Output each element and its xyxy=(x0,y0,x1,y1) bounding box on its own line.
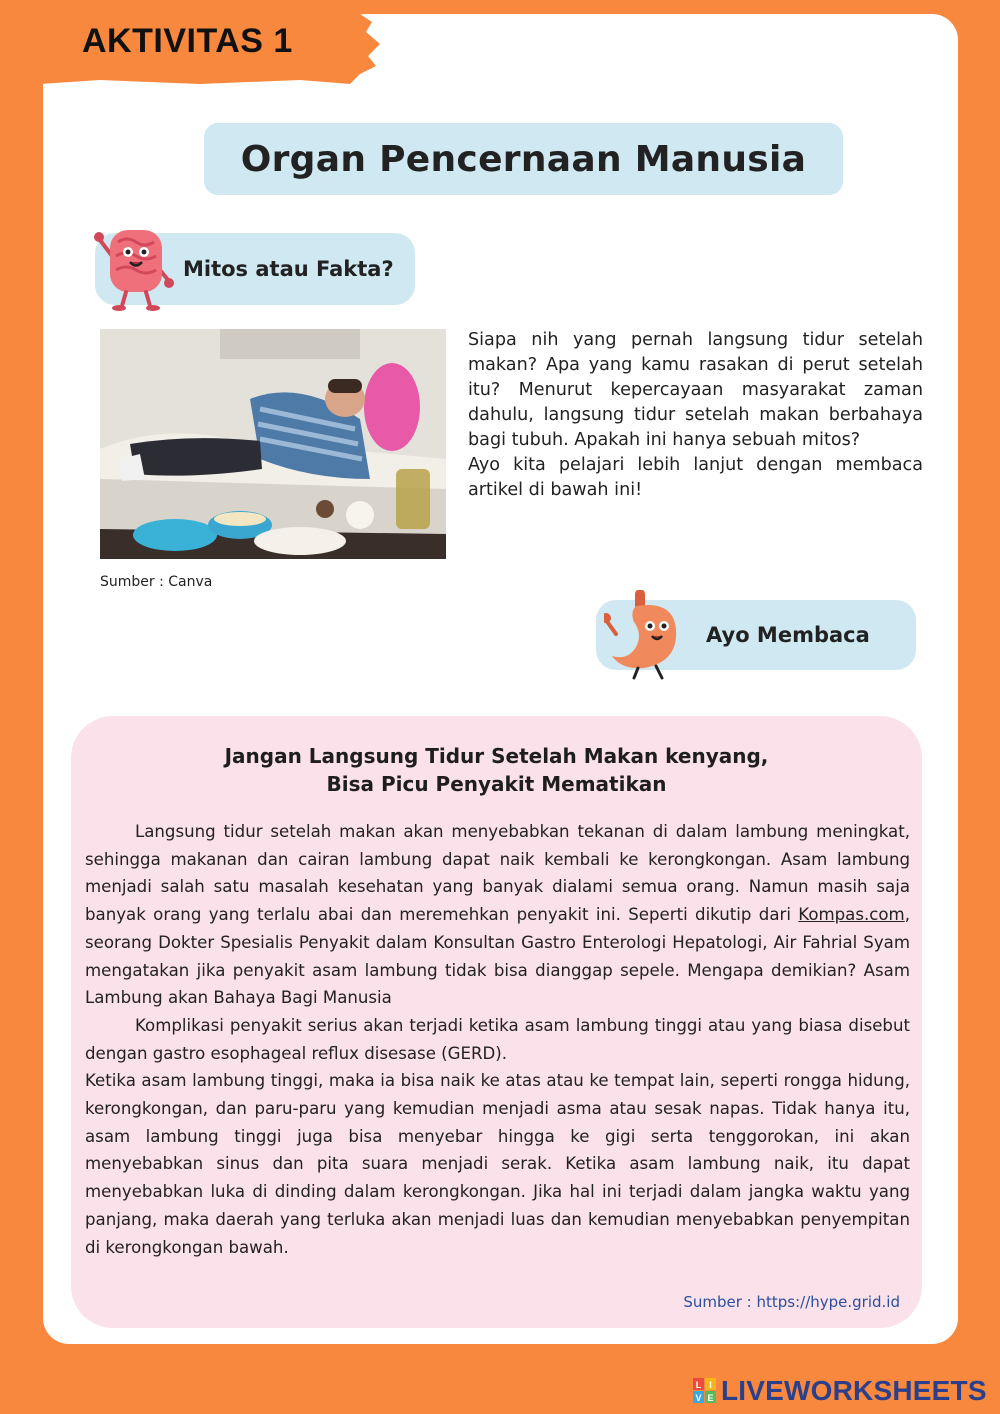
liveworksheets-brand[interactable]: LIVEWORKSHEETS xyxy=(721,1375,987,1406)
section-mitos-label: Mitos atau Fakta? xyxy=(183,257,394,281)
liveworksheets-logo xyxy=(693,1374,987,1408)
kompas-link[interactable]: Kompas.com xyxy=(798,905,905,925)
article-paragraph-3: Ketika asam lambung tinggi, maka ia bisa naik ke atas atau ke tempat lain, seperti rongga hidung, kerongkongan, dan paru-paru yang kemudian menjadi asma atau sesak napas. Tidak hanya itu, asam lambung tinggi juga bisa menyebar hingga ke gigi serta tenggorokan, ini akan menyebabkan sinus dan pita suara menjadi serak. Ketika asam lambung naik, itu dapat menyebabkan luka di dinding dalam kerongkongan. Jika hal ini terjadi dalam jangka waktu yang panjang, maka daerah yang terluka akan menjadi luas dan kemudian menyebabkan penyempitan di kerongkongan bawah. xyxy=(85,1071,910,1257)
section-membaca-label: Ayo Membaca xyxy=(706,623,870,647)
page-title-box xyxy=(204,123,843,195)
sleeping-boy-photo xyxy=(100,329,446,559)
svg-text:I: I xyxy=(709,1380,712,1390)
stomach-mascot-icon xyxy=(604,590,686,682)
svg-text:L: L xyxy=(695,1380,702,1390)
liveworksheets-logo-icon xyxy=(693,1378,717,1404)
article-body xyxy=(85,818,910,1261)
svg-text:E: E xyxy=(707,1393,714,1403)
page-title: Organ Pencernaan Manusia xyxy=(240,138,807,180)
intro-paragraph-1: Siapa nih yang pernah langsung tidur setelah makan? Apa yang kamu rasakan di perut setelah itu? Menurut kepercayaan masyarakat zaman dahulu, langsung tidur setelah makan berbahaya bagi tubuh. Apakah ini hanya sebuah mitos? xyxy=(468,330,923,450)
intro-text xyxy=(468,328,923,503)
photo-source: Sumber : Canva xyxy=(100,574,213,590)
article-title xyxy=(71,742,922,798)
article-p1-text-a: Langsung tidur setelah makan akan menyebabkan tekanan di dalam lambung meningkat, sehingga makanan dan cairan lambung dapat naik kembali ke kerongkongan. Asam lambung menjadi salah satu masalah kesehatan yang banyak dialami semua orang. Namun masih saja banyak orang yang terlalu abai dan meremehkan penyakit ini. Seperti dikutip dari xyxy=(85,822,910,925)
intestine-mascot-icon xyxy=(92,226,174,312)
article-title-line-2: Bisa Picu Penyakit Mematikan xyxy=(326,772,667,796)
article-source: Sumber : https://hype.grid.id xyxy=(683,1293,900,1311)
svg-text:V: V xyxy=(695,1393,702,1403)
article-title-line-1: Jangan Langsung Tidur Setelah Makan kenyang, xyxy=(224,744,769,768)
article-box xyxy=(71,716,922,1328)
intro-paragraph-2: Ayo kita pelajari lebih lanjut dengan membaca artikel di bawah ini! xyxy=(468,455,923,500)
activity-label: AKTIVITAS 1 xyxy=(82,22,293,60)
activity-banner xyxy=(0,0,390,86)
article-paragraph-2: Komplikasi penyakit serius akan terjadi ketika asam lambung tinggi atau yang biasa disebut dengan gastro esophageal reflux disesase (GERD). xyxy=(85,1015,910,1063)
article-p1-text-b: , seorang Dokter Spesialis Penyakit dalam Konsultan Gastro Enterologi Hepatologi, Air Fahrial Syam mengatakan jika penyakit asam lambung tidak bisa dianggap sepele. Mengapa demikian? Asam Lambung akan Bahaya Bagi Manusia xyxy=(85,905,910,1008)
article-paragraph-1 xyxy=(85,818,910,1012)
